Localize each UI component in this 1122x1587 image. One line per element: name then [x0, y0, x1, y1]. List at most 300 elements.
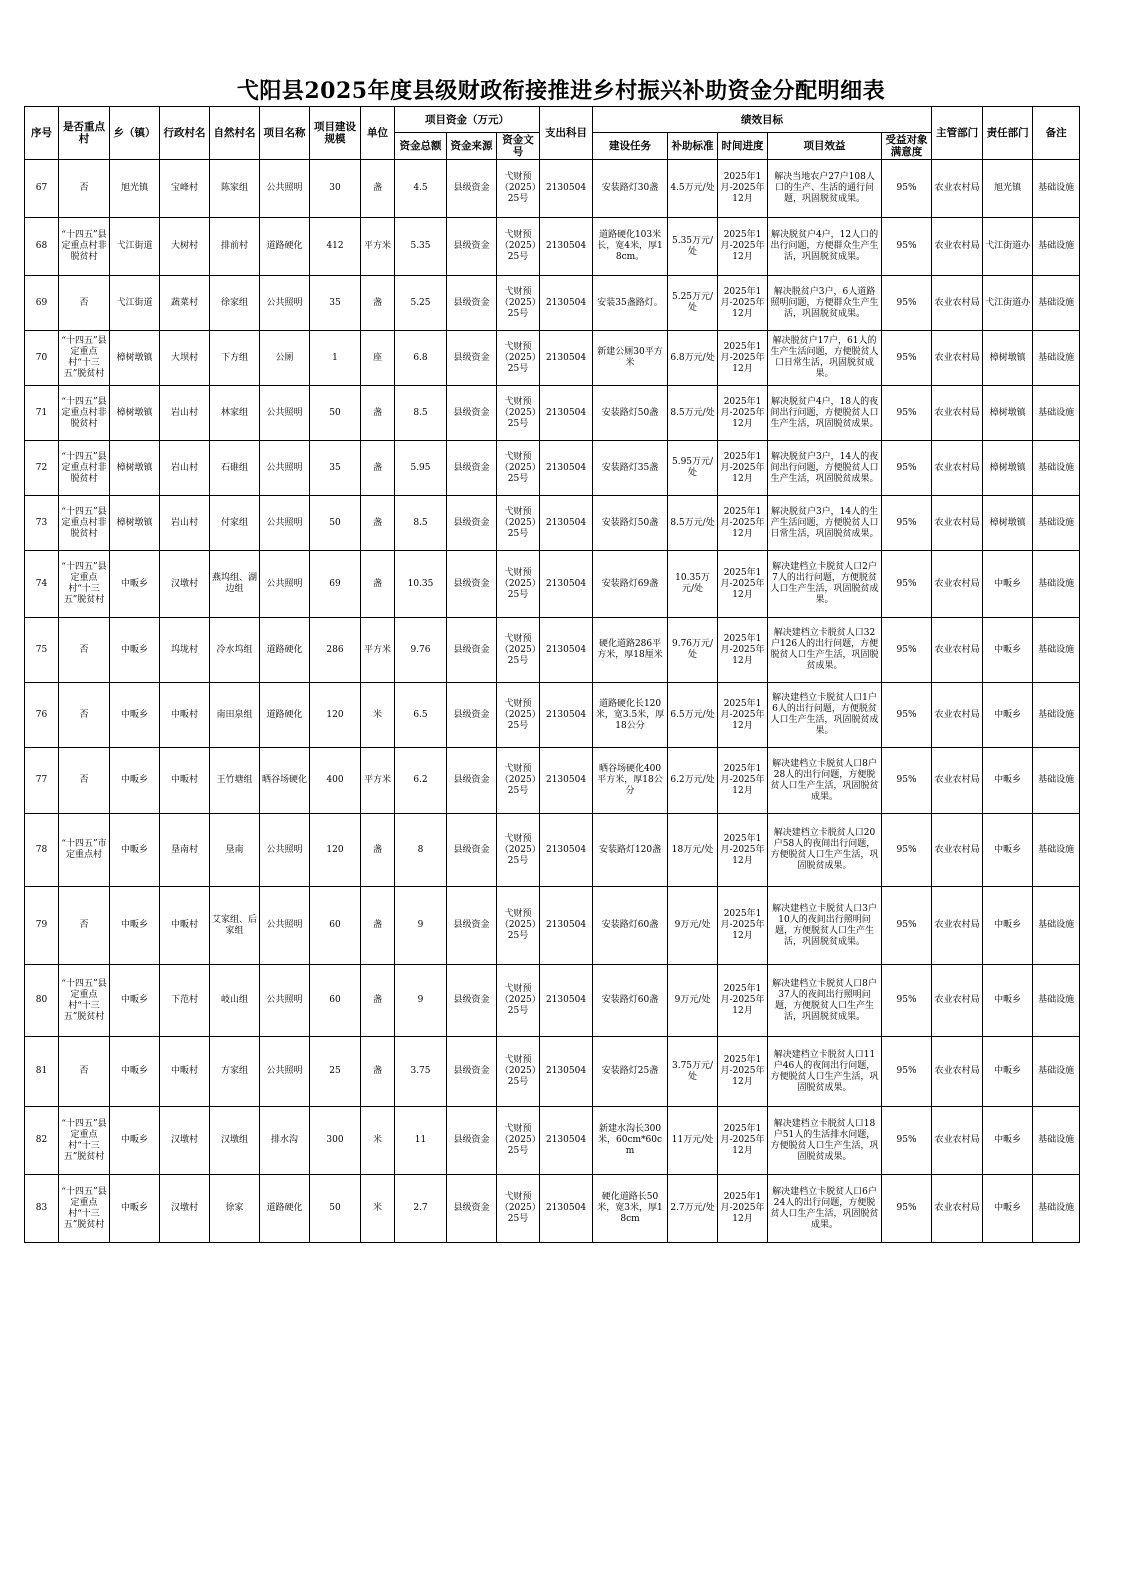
cell-remark: 基础设施	[1033, 331, 1080, 386]
cell-scale: 412	[310, 218, 361, 276]
cell-fund-source: 县级资金	[447, 441, 497, 496]
cell-unit: 盏	[361, 887, 395, 965]
cell-project-name: 公共照明	[260, 160, 310, 218]
cell-unit: 盏	[361, 1037, 395, 1107]
cell-fund-total: 9	[395, 965, 447, 1037]
cell-benefit: 解决建档立卡脱贫人口11户46人的夜间出行问题，方便脱贫人口生产生活，巩固脱贫成果。	[768, 1037, 882, 1107]
cell-remark: 基础设施	[1033, 1175, 1080, 1243]
cell-key-village: 否	[59, 683, 110, 748]
page-title: 弋阳县2025年度县级财政衔接推进乡村振兴补助资金分配明细表	[236, 78, 886, 104]
cell-project-name: 公共照明	[260, 551, 310, 618]
cell-remark: 基础设施	[1033, 441, 1080, 496]
cell-unit: 盏	[361, 965, 395, 1037]
cell-task: 安装路灯60盏	[593, 965, 668, 1037]
table-row	[25, 551, 1080, 618]
cell-benefit: 解决建档立卡脱贫人口18户51人的生活排水问题，方便脱贫人口生产生活，巩固脱贫成果。	[768, 1107, 882, 1175]
cell-schedule: 2025年1月-2025年12月	[718, 1107, 768, 1175]
cell-unit: 座	[361, 331, 395, 386]
cell-dept-resp: 弋江街道办	[983, 218, 1033, 276]
cell-project-name: 公共照明	[260, 965, 310, 1037]
cell-dept-resp: 中畈乡	[983, 965, 1033, 1037]
header-subsidy: 补助标准	[668, 133, 718, 160]
cell-schedule: 2025年1月-2025年12月	[718, 386, 768, 441]
cell-task: 新建水沟长300米，60cm*60cm	[593, 1107, 668, 1175]
cell-fund-source: 县级资金	[447, 887, 497, 965]
cell-schedule: 2025年1月-2025年12月	[718, 160, 768, 218]
cell-key-village: “十四五”县定重点村“十三五”脱贫村	[59, 331, 110, 386]
header-fund-doc: 资金文号	[497, 133, 540, 160]
cell-expense-subject: 2130504	[540, 1175, 593, 1243]
cell-satisfaction: 95%	[882, 1107, 932, 1175]
table-row	[25, 887, 1080, 965]
cell-fund-total: 6.2	[395, 748, 447, 814]
cell-dept-main: 农业农村局	[932, 618, 983, 683]
cell-unit: 盏	[361, 276, 395, 331]
cell-subsidy: 8.5万元/处	[668, 386, 718, 441]
header-project-name: 项目名称	[260, 107, 310, 160]
cell-subsidy: 11万元/处	[668, 1107, 718, 1175]
cell-task: 硬化道路286平方米，厚18厘米	[593, 618, 668, 683]
cell-task: 晒谷场硬化400平方米，厚18公分	[593, 748, 668, 814]
cell-dept-main: 农业农村局	[932, 1037, 983, 1107]
cell-seq: 76	[25, 683, 59, 748]
cell-admin-village: 坞垅村	[160, 618, 210, 683]
cell-subsidy: 6.5万元/处	[668, 683, 718, 748]
cell-satisfaction: 95%	[882, 551, 932, 618]
table-row	[25, 683, 1080, 748]
cell-fund-total: 6.5	[395, 683, 447, 748]
cell-remark: 基础设施	[1033, 160, 1080, 218]
cell-unit: 米	[361, 1107, 395, 1175]
allocation-table	[24, 106, 1080, 1243]
table-row	[25, 965, 1080, 1037]
cell-scale: 1	[310, 331, 361, 386]
cell-subsidy: 2.7万元/处	[668, 1175, 718, 1243]
header-natural-village: 自然村名	[210, 107, 260, 160]
cell-project-name: 公共照明	[260, 441, 310, 496]
cell-dept-resp: 中畈乡	[983, 1037, 1033, 1107]
cell-fund-total: 10.35	[395, 551, 447, 618]
cell-township: 弋江街道	[110, 276, 160, 331]
cell-dept-main: 农业农村局	[932, 218, 983, 276]
cell-unit: 盏	[361, 441, 395, 496]
cell-subsidy: 3.75万元/处	[668, 1037, 718, 1107]
cell-schedule: 2025年1月-2025年12月	[718, 551, 768, 618]
cell-schedule: 2025年1月-2025年12月	[718, 276, 768, 331]
cell-expense-subject: 2130504	[540, 965, 593, 1037]
cell-satisfaction: 95%	[882, 218, 932, 276]
cell-admin-village: 蔬菜村	[160, 276, 210, 331]
cell-project-name: 排水沟	[260, 1107, 310, 1175]
cell-fund-source: 县级资金	[447, 748, 497, 814]
cell-admin-village: 岩山村	[160, 496, 210, 551]
table-row	[25, 618, 1080, 683]
table-row	[25, 441, 1080, 496]
cell-seq: 67	[25, 160, 59, 218]
cell-benefit: 解决脱贫户17户，61人的生产生活问题，方便脱贫人口日常生活，巩固脱贫成果。	[768, 331, 882, 386]
cell-remark: 基础设施	[1033, 748, 1080, 814]
cell-remark: 基础设施	[1033, 551, 1080, 618]
cell-admin-village: 中畈村	[160, 683, 210, 748]
cell-expense-subject: 2130504	[540, 496, 593, 551]
cell-fund-source: 县级资金	[447, 814, 497, 887]
cell-subsidy: 5.95万元/处	[668, 441, 718, 496]
cell-satisfaction: 95%	[882, 748, 932, 814]
header-fund-source: 资金来源	[447, 133, 497, 160]
cell-benefit: 解决建档立卡脱贫人口8户28人的出行问题，方便脱贫人口生产生活，巩固脱贫成果。	[768, 748, 882, 814]
cell-fund-source: 县级资金	[447, 331, 497, 386]
cell-task: 安装路灯35盏	[593, 441, 668, 496]
cell-scale: 50	[310, 496, 361, 551]
cell-seq: 75	[25, 618, 59, 683]
cell-dept-resp: 樟树墩镇	[983, 441, 1033, 496]
cell-township: 中畈乡	[110, 1037, 160, 1107]
cell-benefit: 解决当地农户27户108人口的生产、生活的通行问题，巩固脱贫成果。	[768, 160, 882, 218]
cell-fund-source: 县级资金	[447, 386, 497, 441]
cell-township: 中畈乡	[110, 748, 160, 814]
cell-fund-doc: 弋财预（2025）25号	[497, 551, 540, 618]
header-admin-village: 行政村名	[160, 107, 210, 160]
cell-project-name: 公共照明	[260, 887, 310, 965]
cell-dept-main: 农业农村局	[932, 748, 983, 814]
cell-expense-subject: 2130504	[540, 386, 593, 441]
cell-subsidy: 10.35万元/处	[668, 551, 718, 618]
cell-unit: 盏	[361, 496, 395, 551]
cell-benefit: 解决建档立卡脱贫人口8户37人的夜间出行照明问题，方便脱贫人口生产生活，巩固脱贫成果。	[768, 965, 882, 1037]
cell-satisfaction: 95%	[882, 814, 932, 887]
cell-admin-village: 汉墩村	[160, 1175, 210, 1243]
cell-natural-village: 岐山组	[210, 965, 260, 1037]
cell-remark: 基础设施	[1033, 276, 1080, 331]
cell-admin-village: 宝峰村	[160, 160, 210, 218]
cell-satisfaction: 95%	[882, 1037, 932, 1107]
cell-fund-source: 县级资金	[447, 618, 497, 683]
cell-natural-village: 艾家组、后家组	[210, 887, 260, 965]
cell-scale: 300	[310, 1107, 361, 1175]
cell-fund-doc: 弋财预（2025）25号	[497, 618, 540, 683]
cell-seq: 70	[25, 331, 59, 386]
header-task: 建设任务	[593, 133, 668, 160]
cell-fund-doc: 弋财预（2025）25号	[497, 814, 540, 887]
table-row	[25, 1175, 1080, 1243]
cell-admin-village: 汉墩村	[160, 551, 210, 618]
cell-unit: 平方米	[361, 618, 395, 683]
cell-benefit: 解决脱贫户3户，6人道路照明问题，方便群众生产生活，巩固脱贫成果。	[768, 276, 882, 331]
cell-task: 安装35盏路灯。	[593, 276, 668, 331]
cell-natural-village: 汉墩组	[210, 1107, 260, 1175]
header-satisfaction: 受益对象满意度	[882, 133, 932, 160]
cell-scale: 50	[310, 386, 361, 441]
cell-township: 樟树墩镇	[110, 386, 160, 441]
cell-benefit: 解决脱贫户4户，12人口的出行问题，方便群众生产生活，巩固脱贫成果。	[768, 218, 882, 276]
cell-expense-subject: 2130504	[540, 814, 593, 887]
cell-remark: 基础设施	[1033, 1107, 1080, 1175]
cell-seq: 78	[25, 814, 59, 887]
cell-dept-resp: 樟树墩镇	[983, 386, 1033, 441]
cell-dept-resp: 旭光镇	[983, 160, 1033, 218]
cell-scale: 25	[310, 1037, 361, 1107]
cell-seq: 71	[25, 386, 59, 441]
cell-fund-total: 3.75	[395, 1037, 447, 1107]
header-dept-main: 主管部门	[932, 107, 983, 160]
cell-dept-main: 农业农村局	[932, 683, 983, 748]
cell-fund-doc: 弋财预（2025）25号	[497, 1037, 540, 1107]
cell-seq: 81	[25, 1037, 59, 1107]
cell-admin-village: 中畈村	[160, 887, 210, 965]
header-unit: 单位	[361, 107, 395, 160]
cell-natural-village: 陈家组	[210, 160, 260, 218]
cell-key-village: 否	[59, 276, 110, 331]
cell-natural-village: 下方组	[210, 331, 260, 386]
cell-schedule: 2025年1月-2025年12月	[718, 441, 768, 496]
cell-task: 安装路灯25盏	[593, 1037, 668, 1107]
cell-satisfaction: 95%	[882, 618, 932, 683]
cell-fund-source: 县级资金	[447, 683, 497, 748]
table-row	[25, 496, 1080, 551]
cell-unit: 盏	[361, 814, 395, 887]
cell-seq: 82	[25, 1107, 59, 1175]
cell-fund-source: 县级资金	[447, 965, 497, 1037]
cell-dept-main: 农业农村局	[932, 331, 983, 386]
cell-remark: 基础设施	[1033, 496, 1080, 551]
cell-expense-subject: 2130504	[540, 331, 593, 386]
cell-subsidy: 9万元/处	[668, 887, 718, 965]
cell-satisfaction: 95%	[882, 386, 932, 441]
cell-dept-main: 农业农村局	[932, 1175, 983, 1243]
cell-natural-village: 石碓组	[210, 441, 260, 496]
table-row	[25, 748, 1080, 814]
cell-dept-resp: 中畈乡	[983, 683, 1033, 748]
cell-natural-village: 排前村	[210, 218, 260, 276]
cell-schedule: 2025年1月-2025年12月	[718, 1037, 768, 1107]
cell-benefit: 解决建档立卡脱贫人口2户7人的出行问题，方便脱贫人口生产生活，巩固脱贫成果。	[768, 551, 882, 618]
cell-task: 安装路灯50盏	[593, 386, 668, 441]
cell-project-name: 道路硬化	[260, 683, 310, 748]
cell-expense-subject: 2130504	[540, 551, 593, 618]
cell-schedule: 2025年1月-2025年12月	[718, 748, 768, 814]
cell-key-village: 否	[59, 160, 110, 218]
cell-township: 中畈乡	[110, 551, 160, 618]
cell-fund-source: 县级资金	[447, 1107, 497, 1175]
cell-remark: 基础设施	[1033, 386, 1080, 441]
cell-remark: 基础设施	[1033, 814, 1080, 887]
cell-fund-source: 县级资金	[447, 496, 497, 551]
cell-fund-source: 县级资金	[447, 218, 497, 276]
cell-remark: 基础设施	[1033, 1037, 1080, 1107]
cell-dept-resp: 中畈乡	[983, 748, 1033, 814]
cell-task: 道路硬化长120米，宽3.5米，厚18公分	[593, 683, 668, 748]
cell-subsidy: 5.35万元/处	[668, 218, 718, 276]
cell-subsidy: 18万元/处	[668, 814, 718, 887]
cell-fund-total: 9.76	[395, 618, 447, 683]
cell-subsidy: 9万元/处	[668, 965, 718, 1037]
cell-satisfaction: 95%	[882, 496, 932, 551]
cell-dept-main: 农业农村局	[932, 496, 983, 551]
header-expense-subject: 支出科目	[540, 107, 593, 160]
cell-fund-doc: 弋财预（2025）25号	[497, 748, 540, 814]
cell-schedule: 2025年1月-2025年12月	[718, 331, 768, 386]
cell-fund-source: 县级资金	[447, 1037, 497, 1107]
cell-expense-subject: 2130504	[540, 683, 593, 748]
cell-fund-total: 5.95	[395, 441, 447, 496]
cell-remark: 基础设施	[1033, 965, 1080, 1037]
cell-schedule: 2025年1月-2025年12月	[718, 814, 768, 887]
cell-key-village: “十四五”县定重点村非脱贫村	[59, 386, 110, 441]
cell-subsidy: 6.2万元/处	[668, 748, 718, 814]
cell-township: 中畈乡	[110, 1107, 160, 1175]
table-row	[25, 218, 1080, 276]
cell-dept-resp: 樟树墩镇	[983, 496, 1033, 551]
header-fund-total: 资金总额	[395, 133, 447, 160]
cell-remark: 基础设施	[1033, 887, 1080, 965]
cell-benefit: 解决建档立卡脱贫人口6户24人的出行问题，方便脱贫人口生产生活，巩固脱贫成果。	[768, 1175, 882, 1243]
cell-key-village: “十四五”县定重点村非脱贫村	[59, 441, 110, 496]
cell-natural-village: 燕坞组、湖边组	[210, 551, 260, 618]
cell-scale: 400	[310, 748, 361, 814]
cell-project-name: 公共照明	[260, 1037, 310, 1107]
cell-satisfaction: 95%	[882, 887, 932, 965]
header-schedule: 时间进度	[718, 133, 768, 160]
cell-fund-total: 5.25	[395, 276, 447, 331]
cell-fund-source: 县级资金	[447, 551, 497, 618]
cell-key-village: “十四五”县定重点村非脱贫村	[59, 218, 110, 276]
cell-expense-subject: 2130504	[540, 618, 593, 683]
cell-key-village: “十四五”县定重点村非脱贫村	[59, 496, 110, 551]
cell-seq: 74	[25, 551, 59, 618]
cell-remark: 基础设施	[1033, 683, 1080, 748]
cell-township: 樟树墩镇	[110, 496, 160, 551]
cell-seq: 80	[25, 965, 59, 1037]
cell-fund-doc: 弋财预（2025）25号	[497, 331, 540, 386]
cell-unit: 米	[361, 1175, 395, 1243]
cell-admin-village: 汉墩村	[160, 1107, 210, 1175]
table-row	[25, 1037, 1080, 1107]
cell-natural-village: 南田泉组	[210, 683, 260, 748]
cell-unit: 米	[361, 683, 395, 748]
cell-satisfaction: 95%	[882, 965, 932, 1037]
cell-project-name: 公共照明	[260, 386, 310, 441]
cell-fund-doc: 弋财预（2025）25号	[497, 496, 540, 551]
cell-admin-village: 大坝村	[160, 331, 210, 386]
header-dept-resp: 责任部门	[983, 107, 1033, 160]
header-funds-group: 项目资金（万元）	[395, 107, 540, 133]
cell-seq: 69	[25, 276, 59, 331]
cell-subsidy: 9.76万元/处	[668, 618, 718, 683]
cell-unit: 盏	[361, 386, 395, 441]
cell-fund-doc: 弋财预（2025）25号	[497, 441, 540, 496]
cell-task: 新建公厕30平方米	[593, 331, 668, 386]
cell-satisfaction: 95%	[882, 331, 932, 386]
cell-natural-village: 王竹塘组	[210, 748, 260, 814]
header-remark: 备注	[1033, 107, 1080, 160]
cell-project-name: 道路硬化	[260, 1175, 310, 1243]
cell-satisfaction: 95%	[882, 683, 932, 748]
table-row	[25, 1107, 1080, 1175]
cell-seq: 73	[25, 496, 59, 551]
cell-subsidy: 5.25万元/处	[668, 276, 718, 331]
cell-dept-main: 农业农村局	[932, 160, 983, 218]
cell-project-name: 道路硬化	[260, 218, 310, 276]
cell-township: 中畈乡	[110, 814, 160, 887]
cell-seq: 79	[25, 887, 59, 965]
cell-fund-doc: 弋财预（2025）25号	[497, 683, 540, 748]
cell-seq: 72	[25, 441, 59, 496]
cell-schedule: 2025年1月-2025年12月	[718, 618, 768, 683]
table-row	[25, 386, 1080, 441]
cell-natural-village: 垦南	[210, 814, 260, 887]
cell-key-village: “十四五”县定重点村“十三五”脱贫村	[59, 1175, 110, 1243]
cell-expense-subject: 2130504	[540, 1037, 593, 1107]
cell-key-village: “十四五”县定重点村“十三五”脱贫村	[59, 965, 110, 1037]
cell-seq: 68	[25, 218, 59, 276]
cell-admin-village: 下范村	[160, 965, 210, 1037]
cell-dept-resp: 中畈乡	[983, 887, 1033, 965]
cell-fund-source: 县级资金	[447, 160, 497, 218]
cell-task: 安装路灯60盏	[593, 887, 668, 965]
cell-subsidy: 4.5万元/处	[668, 160, 718, 218]
table-row	[25, 331, 1080, 386]
cell-fund-doc: 弋财预（2025）25号	[497, 887, 540, 965]
cell-schedule: 2025年1月-2025年12月	[718, 683, 768, 748]
cell-project-name: 公共照明	[260, 276, 310, 331]
cell-dept-resp: 中畈乡	[983, 814, 1033, 887]
cell-township: 旭光镇	[110, 160, 160, 218]
cell-unit: 平方米	[361, 748, 395, 814]
cell-dept-main: 农业农村局	[932, 386, 983, 441]
header-scale: 项目建设规模	[310, 107, 361, 160]
cell-project-name: 公共照明	[260, 814, 310, 887]
cell-project-name: 道路硬化	[260, 618, 310, 683]
cell-schedule: 2025年1月-2025年12月	[718, 965, 768, 1037]
cell-unit: 盏	[361, 160, 395, 218]
cell-fund-total: 9	[395, 887, 447, 965]
cell-natural-village: 方家组	[210, 1037, 260, 1107]
cell-task: 安装路灯30盏	[593, 160, 668, 218]
cell-satisfaction: 95%	[882, 441, 932, 496]
cell-benefit: 解决脱贫户3户，14人的夜间出行问题，方便脱贫人口生产生活，巩固脱贫成果。	[768, 441, 882, 496]
cell-dept-main: 农业农村局	[932, 551, 983, 618]
cell-unit: 平方米	[361, 218, 395, 276]
cell-expense-subject: 2130504	[540, 441, 593, 496]
cell-dept-resp: 中畈乡	[983, 618, 1033, 683]
cell-expense-subject: 2130504	[540, 1107, 593, 1175]
cell-satisfaction: 95%	[882, 276, 932, 331]
cell-township: 中畈乡	[110, 965, 160, 1037]
cell-fund-doc: 弋财预（2025）25号	[497, 386, 540, 441]
cell-seq: 77	[25, 748, 59, 814]
cell-key-village: “十四五”市定重点村	[59, 814, 110, 887]
cell-natural-village: 付家组	[210, 496, 260, 551]
cell-fund-total: 6.8	[395, 331, 447, 386]
cell-fund-source: 县级资金	[447, 1175, 497, 1243]
cell-dept-main: 农业农村局	[932, 276, 983, 331]
cell-task: 硬化道路长50米，宽3米，厚18cm	[593, 1175, 668, 1243]
cell-seq: 83	[25, 1175, 59, 1243]
cell-project-name: 晒谷场硬化	[260, 748, 310, 814]
cell-township: 中畈乡	[110, 887, 160, 965]
cell-township: 樟树墩镇	[110, 441, 160, 496]
cell-expense-subject: 2130504	[540, 218, 593, 276]
cell-fund-doc: 弋财预（2025）25号	[497, 965, 540, 1037]
cell-scale: 120	[310, 683, 361, 748]
cell-project-name: 公厕	[260, 331, 310, 386]
cell-scale: 286	[310, 618, 361, 683]
cell-fund-doc: 弋财预（2025）25号	[497, 1107, 540, 1175]
cell-dept-resp: 弋江街道办	[983, 276, 1033, 331]
cell-admin-village: 大树村	[160, 218, 210, 276]
cell-dept-resp: 樟树墩镇	[983, 331, 1033, 386]
cell-scale: 69	[310, 551, 361, 618]
